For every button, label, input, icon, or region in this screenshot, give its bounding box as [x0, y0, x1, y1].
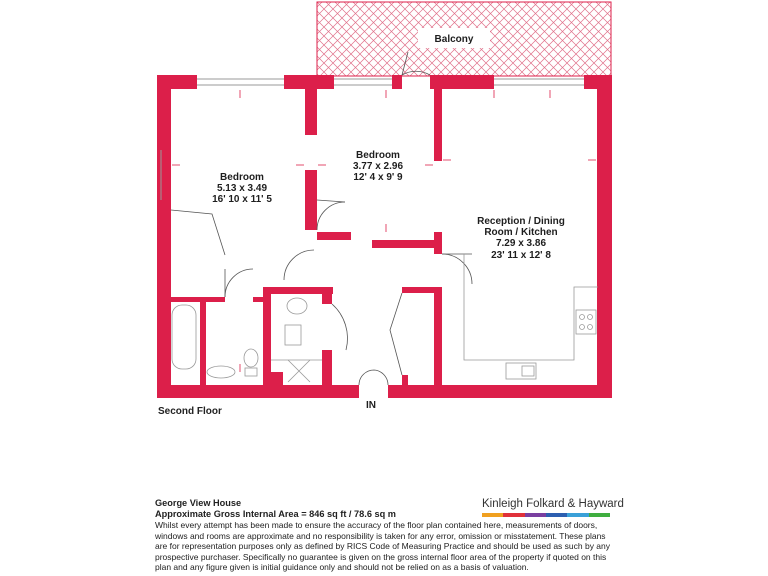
bedroom2-imperial: 12' 4 x 9' 9 — [353, 172, 403, 183]
bedroom2-name: Bedroom — [356, 150, 400, 161]
disclaimer: Whilst every attempt has been made to ensure the accuracy of the floor plan contained here, measurements of doors, windows and rooms are approximate and no responsibility is taken for any error, omission or misstatement. These plans are for representation purposes only as defined by RICS Code of Measuring Practice and should be used as such by any prospective purchaser. Specifically no guarantee is given on the gross internal floor area of the property if quoted on this plan and any figure given is initial guidance only and should not be relied on as a basis of valuation. — [155, 520, 611, 572]
bedroom1-metric: 5.13 x 3.49 — [216, 183, 268, 194]
kitchen-sink — [506, 363, 536, 379]
bedroom1-imperial: 16' 10 x 11' 5 — [212, 194, 272, 205]
washbasin — [207, 366, 235, 378]
kitchen-counter — [464, 254, 598, 360]
bathtub — [172, 305, 196, 369]
reception-imperial: 23' 11 x 12' 8 — [491, 250, 551, 261]
agent-logo-bar-segment — [525, 513, 546, 517]
agent-logo-bar-segment — [503, 513, 524, 517]
entrance-label: IN — [366, 400, 376, 411]
balcony — [317, 2, 611, 76]
bedroom1-name: Bedroom — [220, 172, 264, 183]
reception-metric: 7.29 x 3.86 — [495, 238, 547, 249]
fixtures — [172, 254, 598, 382]
basin-2 — [285, 325, 301, 345]
agent-logo: Kinleigh Folkard & Hayward — [482, 498, 624, 510]
reception-name-line1: Reception / Dining — [477, 216, 565, 227]
toilet — [244, 349, 258, 367]
gross-internal-area: Approximate Gross Internal Area = 846 sq ft / 78.6 sq m — [155, 508, 396, 519]
hob — [576, 310, 596, 334]
building-name: George View House — [155, 498, 242, 508]
balcony-label: Balcony — [434, 34, 474, 45]
toilet-2 — [287, 298, 307, 314]
reception-name-line2: Room / Kitchen — [484, 227, 558, 238]
floor-label: Second Floor — [158, 406, 222, 417]
agent-logo-bar — [482, 513, 610, 517]
doors — [171, 52, 472, 385]
agent-logo-bar-segment — [589, 513, 610, 517]
agent-logo-bar-segment — [546, 513, 567, 517]
agent-logo-bar-segment — [482, 513, 503, 517]
bedroom2-metric: 3.77 x 2.96 — [352, 161, 404, 172]
agent-logo-bar-segment — [567, 513, 588, 517]
